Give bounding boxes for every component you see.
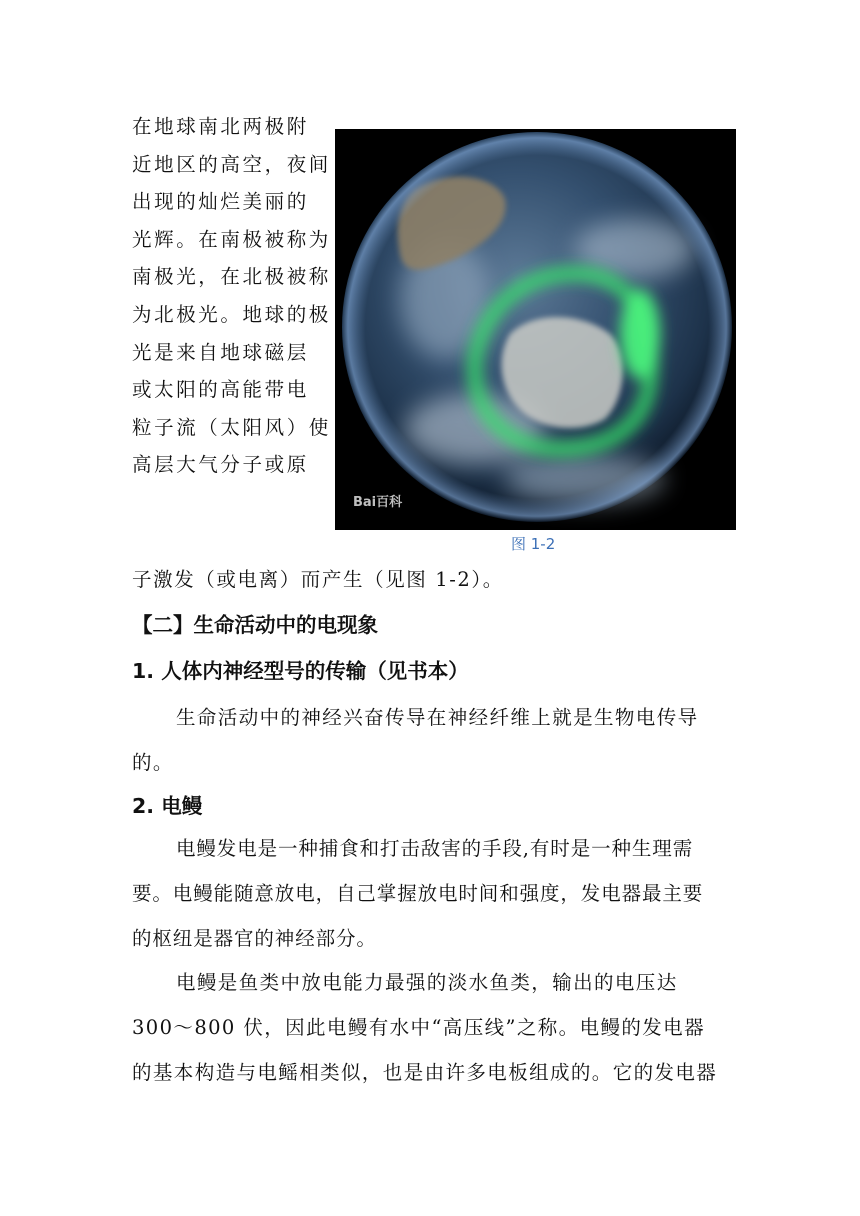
intro-line: 光辉。在南极被称为: [132, 227, 331, 251]
intro-continuation: 子激发（或电离）而产生（见图 1-2）。: [132, 568, 504, 591]
section-heading: 【二】生命活动中的电现象: [132, 613, 378, 637]
nerve-paragraph: [132, 695, 732, 785]
paragraph-line: 的。: [132, 751, 174, 774]
intro-line: 南极光，在北极被称: [132, 265, 331, 289]
intro-line: 在地球南北两极附: [132, 115, 309, 138]
aurora-earth-image: [335, 129, 736, 530]
eel-paragraph-2: [132, 960, 732, 1095]
figure-caption: 图 1-2: [511, 535, 556, 553]
intro-line: 出现的灿烂美丽的: [132, 190, 309, 214]
intro-paragraph: [132, 108, 331, 484]
paragraph-line: 的基本构造与电鳐相类似，也是由许多电板组成的。它的发电器: [132, 1061, 718, 1084]
intro-line: 或太阳的高能带电: [132, 378, 309, 402]
paragraph-line: 电鳗是鱼类中放电能力最强的淡水鱼类，输出的电压达: [176, 971, 678, 994]
intro-line: 高层大气分子或原: [132, 453, 309, 477]
eel-paragraph-1: [132, 826, 732, 961]
intro-line: 为北极光。地球的极: [132, 302, 331, 326]
subsection-heading-nerve: 1. 人体内神经型号的传输（见书本）: [132, 659, 469, 683]
intro-line: 光是来自地球磁层: [132, 340, 309, 364]
paragraph-line: 要。电鳗能随意放电，自己掌握放电时间和强度，发电器最主要: [132, 882, 704, 905]
paragraph-line: 电鳗发电是一种捕食和打击敌害的手段,有时是一种生理需: [176, 837, 694, 860]
intro-line: 粒子流（太阳风）使: [132, 415, 331, 439]
paragraph-line: 300～800 伏，因此电鳗有水中“高压线”之称。电鳗的发电器: [132, 1016, 705, 1039]
earth-globe-illustration: [335, 129, 736, 530]
baidu-watermark: Bai百科: [353, 495, 403, 510]
paragraph-line: 的枢纽是器官的神经部分。: [132, 927, 377, 950]
subsection-heading-eel: 2. 电鳗: [132, 794, 203, 818]
paragraph-line: 生命活动中的神经兴奋传导在神经纤维上就是生物电传导: [176, 706, 699, 729]
intro-line: 近地区的高空，夜间: [132, 152, 331, 176]
